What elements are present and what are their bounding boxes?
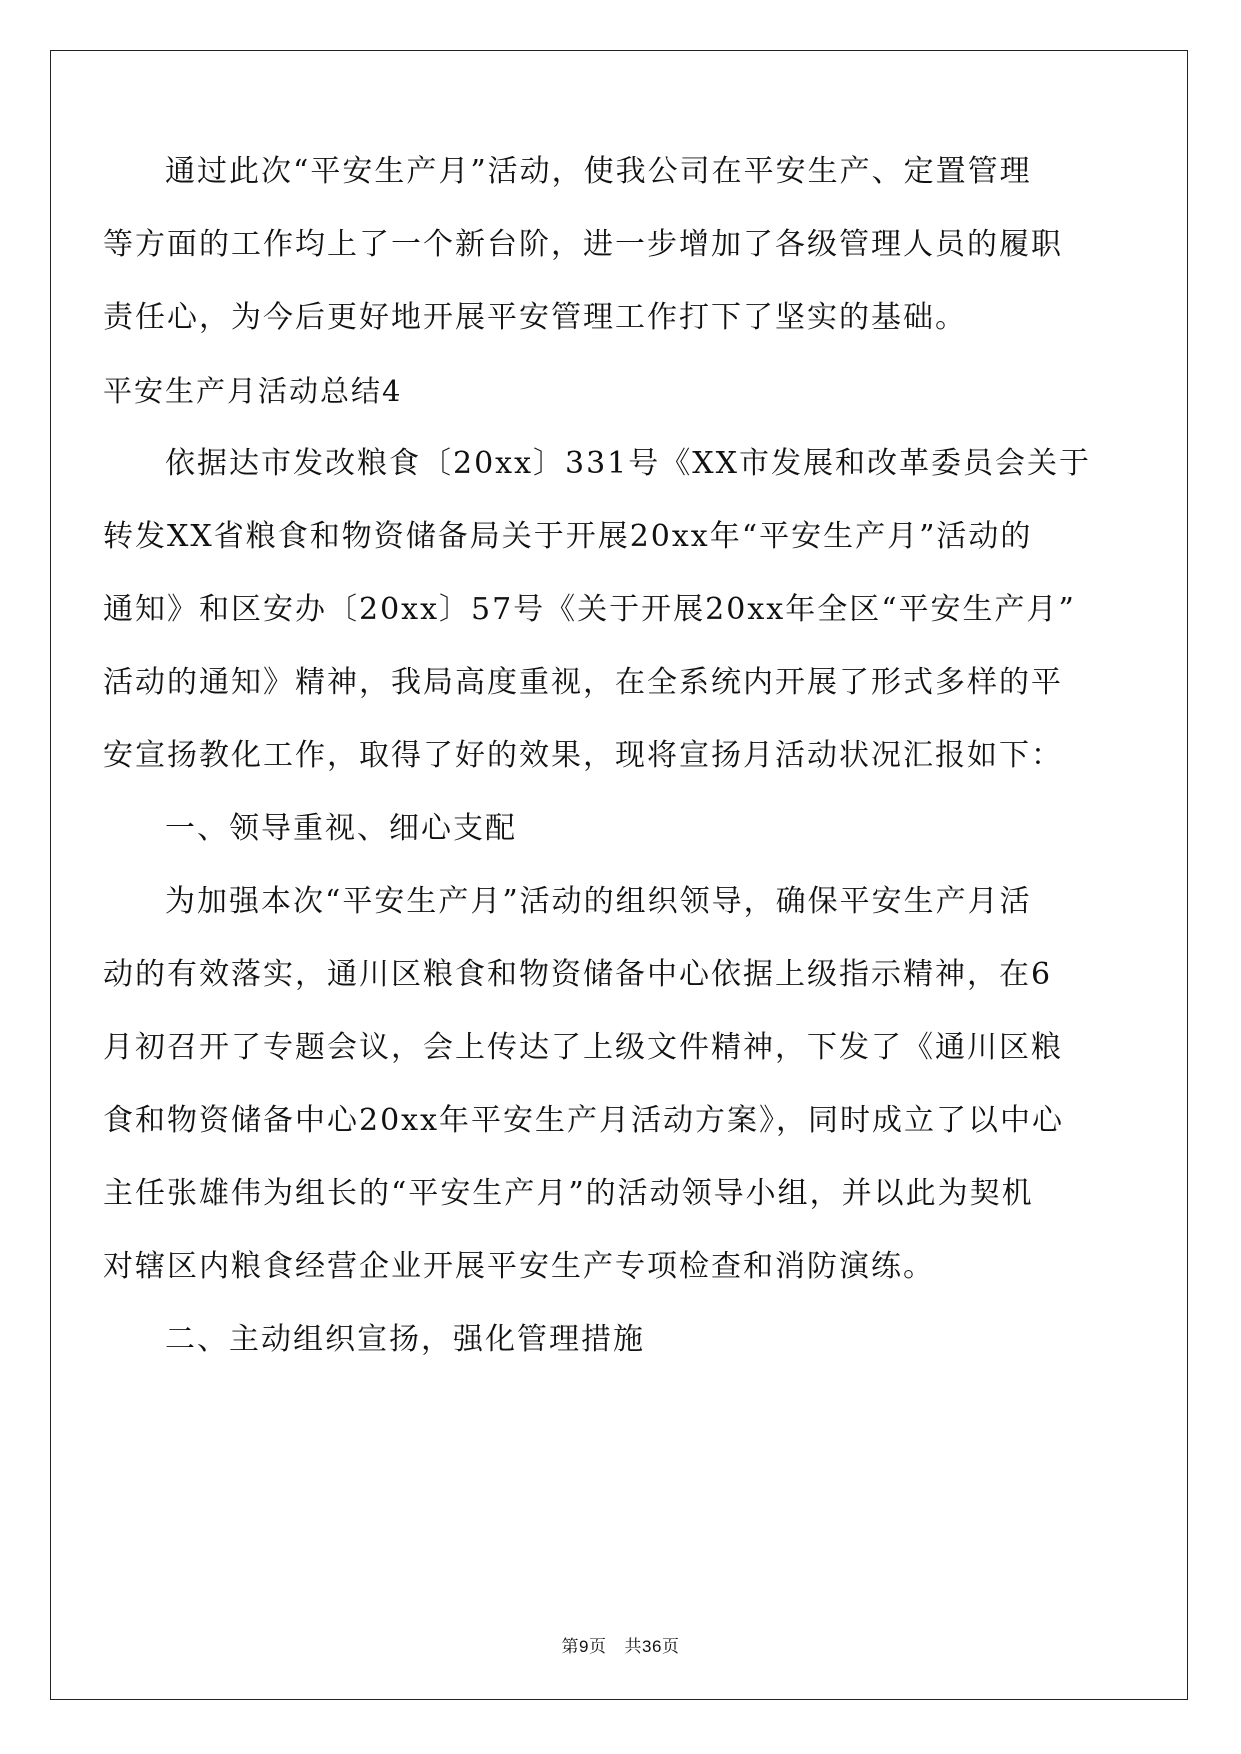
total-suffix: 页 — [661, 1637, 680, 1657]
section-heading: 平安生产月活动总结4 — [103, 374, 403, 408]
paragraph-line: 通过此次“平安生产月”活动，使我公司在平安生产、定置管理 — [165, 154, 1032, 189]
paragraph-line: 活动的通知》精神，我局高度重视，在全系统内开展了形式多样的平 — [103, 665, 1063, 700]
page-footer — [0, 1636, 1241, 1658]
paragraph-line: 责任心，为今后更好地开展平安管理工作打下了坚实的基础。 — [103, 300, 967, 335]
subheading: 一、领导重视、细心支配 — [165, 811, 517, 846]
subheading: 二、主动组织宣扬，强化管理措施 — [165, 1322, 645, 1357]
paragraph-line: 依据达市发改粮食〔20xx〕331号《XX市发展和改革委员会关于 — [165, 446, 1091, 481]
paragraph-line: 转发XX省粮食和物资储备局关于开展20xx年“平安生产月”活动的 — [103, 519, 1033, 554]
paragraph-line: 安宣扬教化工作，取得了好的效果，现将宣扬月活动状况汇报如下： — [103, 738, 1063, 773]
paragraph-line: 动的有效落实，通川区粮食和物资储备中心依据上级指示精神，在6 — [103, 957, 1053, 992]
page-prefix: 第 — [561, 1637, 580, 1657]
page-suffix: 页 — [589, 1637, 607, 1657]
total-prefix: 共 — [624, 1637, 643, 1657]
total-pages: 36 — [642, 1637, 662, 1656]
paragraph-line: 主任张雄伟为组长的“平安生产月”的活动领导小组，并以此为契机 — [103, 1176, 1034, 1211]
paragraph-line: 通知》和区安办〔20xx〕57号《关于开展20xx年全区“平安生产月” — [103, 592, 1076, 627]
paragraph-line: 月初召开了专题会议，会上传达了上级文件精神，下发了《通川区粮 — [103, 1030, 1063, 1065]
paragraph-line: 食和物资储备中心20xx年平安生产月活动方案》，同时成立了以中心 — [103, 1103, 1065, 1138]
paragraph-line: 为加强本次“平安生产月”活动的组织领导，确保平安生产月活 — [165, 884, 1032, 919]
paragraph-line: 等方面的工作均上了一个新台阶，进一步增加了各级管理人员的履职 — [103, 227, 1063, 262]
page-number: 9 — [579, 1637, 590, 1656]
paragraph-line: 对辖区内粮食经营企业开展平安生产专项检查和消防演练。 — [103, 1249, 935, 1284]
